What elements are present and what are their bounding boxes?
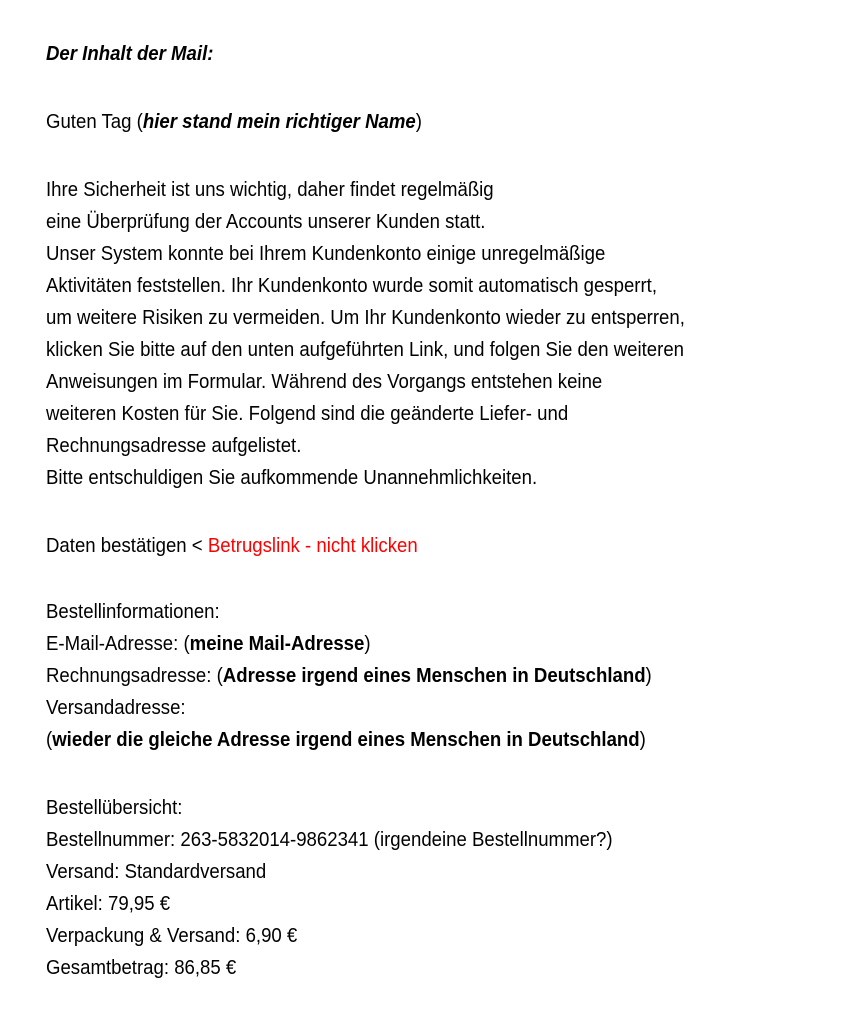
body-line: um weitere Risiken zu vermeiden. Um Ihr Kundenkonto wieder zu entsperren, bbox=[46, 307, 685, 329]
billing-close: ) bbox=[645, 665, 652, 687]
items-price: Artikel: 79,95 € bbox=[46, 893, 171, 915]
greeting-suffix: ) bbox=[415, 111, 422, 133]
shipping-open: ( bbox=[46, 729, 53, 751]
scam-link[interactable]: Betrugslink - nicht klicken bbox=[207, 535, 418, 557]
greeting-prefix: Guten Tag ( bbox=[46, 111, 143, 133]
confirm-data-line bbox=[46, 530, 790, 562]
shipping-method: Versand: Standardversand bbox=[46, 861, 267, 883]
body-line: Bitte entschuldigen Sie aufkommende Unannehmlichkeiten. bbox=[46, 467, 538, 489]
email-value: meine Mail-Adresse bbox=[189, 633, 365, 655]
body-line: klicken Sie bitte auf den unten aufgeführten Link, und folgen Sie den weiteren bbox=[46, 339, 685, 361]
shipping-value: wieder die gleiche Adresse irgend eines Menschen in Deutschland bbox=[52, 729, 640, 751]
greeting-line bbox=[46, 106, 790, 138]
email-label: E-Mail-Adresse: ( bbox=[46, 633, 190, 655]
email-content bbox=[46, 38, 790, 984]
body-line: Unser System konnte bei Ihrem Kundenkonto einige unregelmäßige bbox=[46, 243, 606, 265]
shipping-address-label: Versandadresse: bbox=[46, 697, 186, 719]
packaging-price: Verpackung & Versand: 6,90 € bbox=[46, 925, 298, 947]
order-summary-title: Bestellübersicht: bbox=[46, 797, 183, 819]
body-line: Anweisungen im Formular. Während des Vorgangs entstehen keine bbox=[46, 371, 603, 393]
shipping-address-line bbox=[46, 724, 790, 756]
greeting-name-placeholder: hier stand mein richtiger Name bbox=[142, 111, 416, 133]
body-line: weiteren Kosten für Sie. Folgend sind die geänderte Liefer- und bbox=[46, 403, 569, 425]
body-line: Ihre Sicherheit ist uns wichtig, daher findet regelmäßig bbox=[46, 179, 494, 201]
body-line: Aktivitäten feststellen. Ihr Kundenkonto wurde somit automatisch gesperrt, bbox=[46, 275, 658, 297]
email-address-line bbox=[46, 628, 790, 660]
total-price: Gesamtbetrag: 86,85 € bbox=[46, 957, 237, 979]
heading: Der Inhalt der Mail: bbox=[46, 43, 214, 65]
body-line: eine Überprüfung der Accounts unserer Kunden statt. bbox=[46, 211, 486, 233]
billing-address-line bbox=[46, 660, 790, 692]
order-number: Bestellnummer: 263-5832014-9862341 (irgendeine Bestellnummer?) bbox=[46, 829, 613, 851]
confirm-data-prefix: Daten bestätigen < bbox=[46, 535, 208, 557]
shipping-close: ) bbox=[639, 729, 646, 751]
body-line: Rechnungsadresse aufgelistet. bbox=[46, 435, 302, 457]
billing-label: Rechnungsadresse: ( bbox=[46, 665, 223, 687]
email-close: ) bbox=[364, 633, 371, 655]
billing-value: Adresse irgend eines Menschen in Deutschland bbox=[222, 665, 646, 687]
order-info-title: Bestellinformationen: bbox=[46, 601, 220, 623]
